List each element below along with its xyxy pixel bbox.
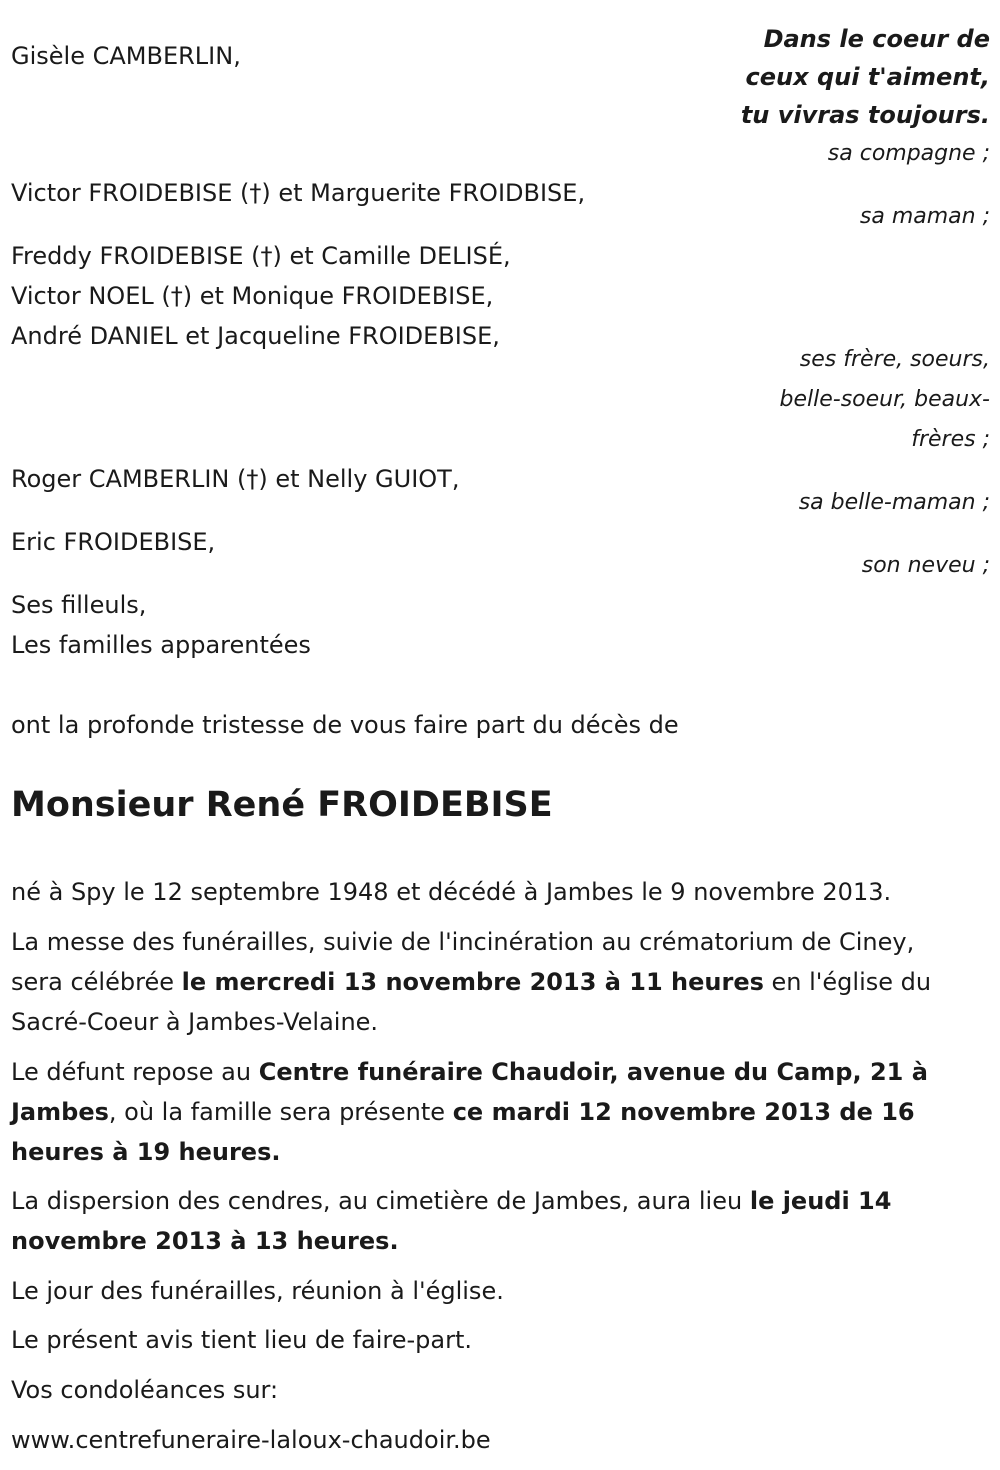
relation-line: belle-soeur, beaux- [779,387,990,412]
deceased-name: Monsieur René FROIDEBISE [11,785,553,825]
announcement-text: ont la profonde tristesse de vous faire part du décès de [11,711,679,739]
mass-text: La messe des funérailles, suivie de l'incinération au crématorium de Ciney, sera célébrée [11,928,915,996]
quote-line: tu vivras toujours. [740,101,990,129]
mass-location: en l'église du Sacré-Coeur à Jambes-Velaine. [11,968,932,1036]
repose-paragraph [11,1052,971,1172]
repose-location: Centre funéraire Chaudoir, avenue du Camp, 21 à Jambes [11,1058,928,1126]
dispersion-paragraph [11,1181,971,1261]
repose-text-mid: , où la famille sera présente [108,1098,453,1126]
dispersion-date: le jeudi 14 novembre 2013 à 13 heures. [11,1187,892,1255]
condolences-website-link[interactable]: www.centrefuneraire-laloux-chaudoir.be [11,1426,491,1454]
quote-line: ceux qui t'aiment, [745,63,990,91]
condolences-label: Vos condoléances sur: [11,1376,279,1404]
mass-date: le mercredi 13 novembre 2013 à 11 heures [181,968,764,996]
family-related: Les familles apparentées [11,631,311,659]
family-nephew-name: Eric FROIDEBISE, [11,528,216,556]
gathering-text: Le jour des funérailles, réunion à l'église. [11,1277,504,1305]
family-spouse-name: Gisèle CAMBERLIN, [11,42,241,70]
birth-death-text: né à Spy le 12 septembre 1948 et décédé à Jambes le 9 novembre 2013. [11,878,892,906]
memorial-quote [741,20,990,134]
quote-line: Dans le coeur de [763,25,990,53]
dispersion-text: La dispersion des cendres, au cimetière de Jambes, aura lieu [11,1187,750,1215]
family-mother-in-law-relation: sa belle-maman ; [798,490,990,515]
repose-text: Le défunt repose au [11,1058,259,1086]
family-spouse-relation: sa compagne ; [827,141,990,166]
mass-paragraph [11,922,971,1042]
family-sibling-name: André DANIEL et Jacqueline FROIDEBISE, [11,322,500,350]
family-siblings-relation [780,340,991,460]
repose-hours: ce mardi 12 novembre 2013 de 16 heures à 19 heures. [11,1098,915,1166]
family-sibling-name: Victor NOEL (†) et Monique FROIDEBISE, [11,282,494,310]
family-sibling-name: Freddy FROIDEBISE (†) et Camille DELISÉ, [11,242,511,270]
family-mother-relation: sa maman ; [859,204,990,229]
family-mother-name: Victor FROIDEBISE (†) et Marguerite FROIDBISE, [11,179,586,207]
relation-line: ses frère, soeurs, [799,347,990,372]
notice-text: Le présent avis tient lieu de faire-part. [11,1326,473,1354]
family-mother-in-law-name: Roger CAMBERLIN (†) et Nelly GUIOT, [11,465,460,493]
family-nephew-relation: son neveu ; [861,553,990,578]
family-godchildren: Ses filleuls, [11,591,147,619]
relation-line: frères ; [911,427,990,452]
